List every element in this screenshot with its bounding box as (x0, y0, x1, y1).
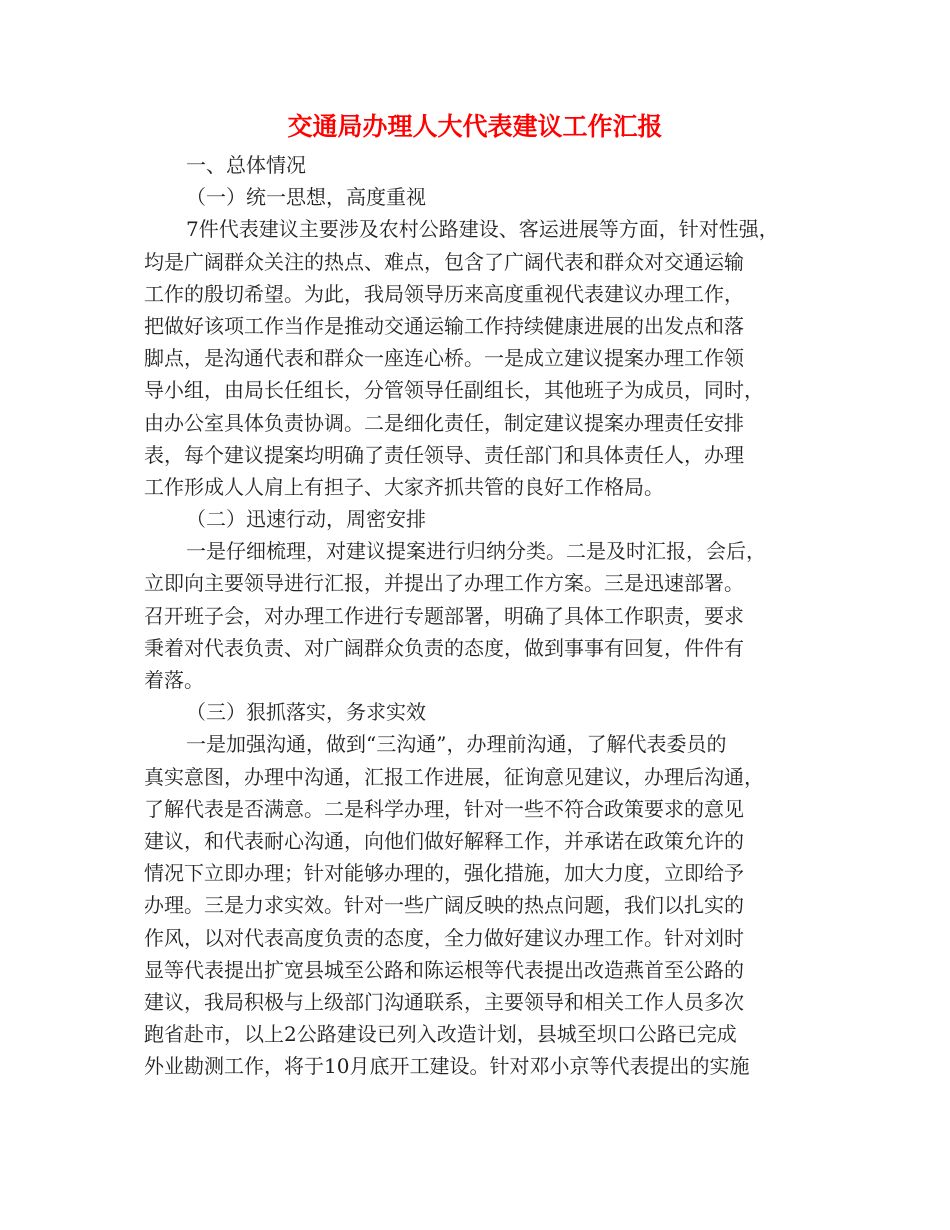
body-line: （二）迅速行动，周密安排 (186, 507, 426, 532)
body-line: 着落。 (144, 668, 204, 692)
body-line: （一）统一思想，高度重视 (186, 185, 426, 210)
body-line: 召开班子会，对办理工作进行专题部署，明确了具体工作职责，要求 (144, 603, 744, 628)
body-line: 表，每个建议提案均明确了责任领导、责任部门和具体责任人，办理 (144, 442, 744, 467)
body-line: 一、总体情况 (186, 153, 306, 177)
body-line: 显等代表提出扩宽县城至公路和陈运根等代表提出改造燕首至公路的 (144, 957, 744, 982)
body-line: 脚点，是沟通代表和群众一座连心桥。一是成立建议提案办理工作领 (144, 346, 744, 371)
body-line: 外业勘测工作，将于10月底开工建设。针对邓小京等代表提出的实施 (144, 1054, 750, 1079)
body-line: 工作的殷切希望。为此，我局领导历来高度重视代表建议办理工作， (144, 281, 744, 306)
body-line: 跑省赴市，以上2公路建设已列入改造计划，县城至坝口公路已完成 (144, 1022, 737, 1047)
body-line: 由办公室具体负责协调。二是细化责任，制定建议提案办理责任安排 (144, 410, 744, 435)
body-line: 情况下立即办理；针对能够办理的，强化措施，加大力度，立即给予 (144, 861, 744, 886)
body-line: 一是加强沟通，做到“三沟通”，办理前沟通，了解代表委员的 (186, 732, 727, 757)
body-line: （三）狠抓落实，务求实效 (186, 700, 426, 725)
body-line: 了解代表是否满意。二是科学办理，针对一些不符合政策要求的意见 (144, 796, 744, 821)
document-title: 交通局办理人大代表建议工作汇报 (287, 112, 663, 141)
body-line: 导小组，由局长任组长，分管领导任副组长，其他班子为成员，同时， (144, 378, 764, 403)
body-line: 建议，我局积极与上级部门沟通联系，主要领导和相关工作人员多次 (144, 989, 744, 1014)
body-line: 工作形成人人肩上有担子、大家齐抓共管的良好工作格局。 (144, 474, 664, 499)
body-line: 7件代表建议主要涉及农村公路建设、客运进展等方面，针对性强， (186, 217, 779, 242)
body-line: 一是仔细梳理，对建议提案进行归纳分类。二是及时汇报，会后， (186, 539, 766, 564)
document-body (144, 149, 814, 1082)
body-line: 秉着对代表负责、对广阔群众负责的态度，做到事事有回复，件件有 (144, 635, 744, 660)
body-line: 真实意图，办理中沟通，汇报工作进展，征询意见建议，办理后沟通， (144, 764, 764, 789)
body-line: 把做好该项工作当作是推动交通运输工作持续健康进展的出发点和落 (144, 313, 744, 338)
body-line: 立即向主要领导进行汇报，并提出了办理工作方案。三是迅速部署。 (144, 571, 744, 596)
body-line: 均是广阔群众关注的热点、难点，包含了广阔代表和群众对交通运输 (144, 249, 744, 274)
body-line: 作风，以对代表高度负责的态度，全力做好建议办理工作。针对刘时 (144, 925, 744, 950)
body-line: 办理。三是力求实效。针对一些广阔反映的热点问题，我们以扎实的 (144, 893, 744, 918)
body-line: 建议，和代表耐心沟通，向他们做好解释工作，并承诺在政策允许的 (144, 828, 744, 853)
